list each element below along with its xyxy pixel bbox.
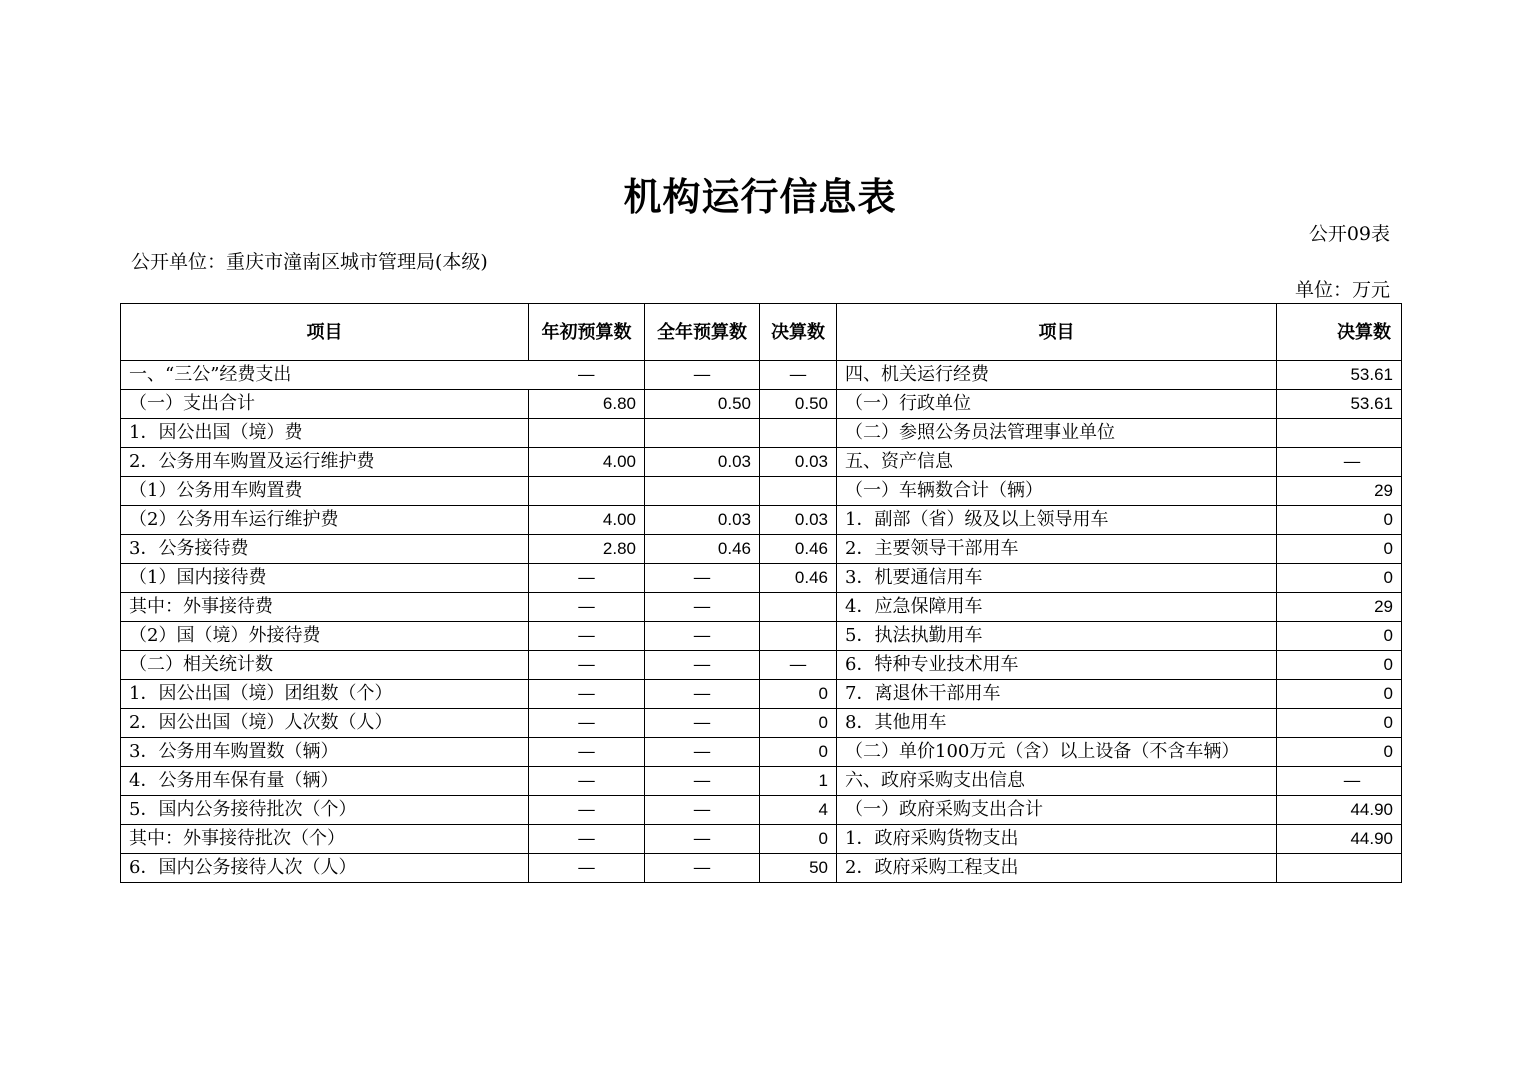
row-budget-full: —	[645, 651, 760, 680]
row-budget-initial: 4.00	[529, 506, 645, 535]
info-table	[120, 303, 1402, 883]
table-row	[121, 390, 1402, 419]
table-row	[121, 709, 1402, 738]
row-item-label: 3．公务接待费	[121, 535, 529, 564]
header-budget-full: 全年预算数	[645, 304, 760, 361]
row-final-2: 53.61	[1277, 390, 1402, 419]
row-budget-initial: —	[529, 854, 645, 883]
row-item-label-2: 3．机要通信用车	[837, 564, 1277, 593]
row-budget-full: —	[645, 738, 760, 767]
row-final-2: —	[1277, 767, 1402, 796]
row-item-label-2: 5．执法执勤用车	[837, 622, 1277, 651]
row-item-label-2: 四、机关运行经费	[837, 361, 1277, 390]
row-budget-initial	[529, 477, 645, 506]
row-budget-initial: —	[529, 680, 645, 709]
row-budget-full: —	[645, 361, 760, 390]
table-row	[121, 680, 1402, 709]
row-final-2: 0	[1277, 506, 1402, 535]
row-budget-initial: —	[529, 738, 645, 767]
table-row	[121, 477, 1402, 506]
row-final: 0	[760, 738, 837, 767]
row-item-label: 4．公务用车保有量（辆）	[121, 767, 529, 796]
row-final: 0.03	[760, 506, 837, 535]
row-item-label: 2．因公出国（境）人次数（人）	[121, 709, 529, 738]
row-final: 1	[760, 767, 837, 796]
row-budget-full	[645, 477, 760, 506]
row-item-label-2: （一）车辆数合计（辆）	[837, 477, 1277, 506]
row-final: 4	[760, 796, 837, 825]
row-final: 0	[760, 825, 837, 854]
row-budget-initial: 4.00	[529, 448, 645, 477]
row-final-2: 44.90	[1277, 796, 1402, 825]
row-budget-initial: —	[529, 361, 645, 390]
row-item-label: （1）国内接待费	[121, 564, 529, 593]
table-row	[121, 767, 1402, 796]
row-item-label-2: （一）行政单位	[837, 390, 1277, 419]
row-budget-initial: —	[529, 622, 645, 651]
row-final-2: 0	[1277, 709, 1402, 738]
row-budget-initial: —	[529, 651, 645, 680]
row-item-label-2: 六、政府采购支出信息	[837, 767, 1277, 796]
row-final: 50	[760, 854, 837, 883]
row-final	[760, 622, 837, 651]
row-final: 0.46	[760, 535, 837, 564]
row-item-label-2: （二）参照公务员法管理事业单位	[837, 419, 1277, 448]
reporting-unit: 公开单位：重庆市潼南区城市管理局(本级)	[131, 251, 488, 273]
row-final: 0.03	[760, 448, 837, 477]
row-budget-initial: —	[529, 564, 645, 593]
row-item-label: 2．公务用车购置及运行维护费	[121, 448, 529, 477]
row-final: 0	[760, 709, 837, 738]
row-item-label-2: 2．政府采购工程支出	[837, 854, 1277, 883]
row-budget-initial: —	[529, 593, 645, 622]
header-item-2: 项目	[837, 304, 1277, 361]
header-final-2: 决算数	[1277, 304, 1402, 361]
row-final-2: 53.61	[1277, 361, 1402, 390]
row-budget-initial: 6.80	[529, 390, 645, 419]
row-final	[760, 419, 837, 448]
row-final: 0.46	[760, 564, 837, 593]
row-budget-full	[645, 419, 760, 448]
row-final-2: 29	[1277, 477, 1402, 506]
row-item-label: （2）国（境）外接待费	[121, 622, 529, 651]
table-row	[121, 361, 1402, 390]
row-item-label: 6．国内公务接待人次（人）	[121, 854, 529, 883]
row-final-2: 44.90	[1277, 825, 1402, 854]
row-item-label: 一、“三公”经费支出	[121, 361, 529, 390]
row-item-label-2: 1．副部（省）级及以上领导用车	[837, 506, 1277, 535]
row-item-label-2: 2．主要领导干部用车	[837, 535, 1277, 564]
header-final: 决算数	[760, 304, 837, 361]
table-row	[121, 419, 1402, 448]
table-row	[121, 593, 1402, 622]
table-header-row	[121, 304, 1402, 361]
row-item-label: （2）公务用车运行维护费	[121, 506, 529, 535]
row-budget-full: —	[645, 709, 760, 738]
row-budget-full: —	[645, 854, 760, 883]
header-item: 项目	[121, 304, 529, 361]
row-budget-full: —	[645, 825, 760, 854]
row-final-2: —	[1277, 448, 1402, 477]
row-item-label-2: 6．特种专业技术用车	[837, 651, 1277, 680]
row-item-label: 1．因公出国（境）费	[121, 419, 529, 448]
row-item-label-2: （二）单价100万元（含）以上设备（不含车辆）	[837, 738, 1277, 767]
currency-unit: 单位：万元	[1294, 279, 1390, 301]
row-budget-initial: —	[529, 796, 645, 825]
table-row	[121, 825, 1402, 854]
row-item-label: 其中：外事接待批次（个）	[121, 825, 529, 854]
row-budget-initial: —	[529, 825, 645, 854]
row-item-label: 3．公务用车购置数（辆）	[121, 738, 529, 767]
row-final: 0	[760, 680, 837, 709]
row-item-label-2: 五、资产信息	[837, 448, 1277, 477]
row-budget-initial	[529, 419, 645, 448]
row-item-label: （二）相关统计数	[121, 651, 529, 680]
row-budget-full: 0.50	[645, 390, 760, 419]
table-body	[121, 361, 1402, 883]
row-item-label: 1．因公出国（境）团组数（个）	[121, 680, 529, 709]
row-budget-full: —	[645, 622, 760, 651]
row-final: —	[760, 361, 837, 390]
table-row	[121, 738, 1402, 767]
row-budget-full: —	[645, 796, 760, 825]
row-final-2: 0	[1277, 680, 1402, 709]
row-final-2: 29	[1277, 593, 1402, 622]
row-budget-full: 0.03	[645, 448, 760, 477]
row-item-label-2: 8．其他用车	[837, 709, 1277, 738]
row-budget-full: 0.03	[645, 506, 760, 535]
row-budget-full: —	[645, 593, 760, 622]
row-final-2	[1277, 854, 1402, 883]
table-row	[121, 506, 1402, 535]
row-item-label: （一）支出合计	[121, 390, 529, 419]
row-budget-initial: —	[529, 709, 645, 738]
row-final-2: 0	[1277, 651, 1402, 680]
row-item-label: （1）公务用车购置费	[121, 477, 529, 506]
table-row	[121, 448, 1402, 477]
row-budget-full: —	[645, 767, 760, 796]
row-final: 0.50	[760, 390, 837, 419]
row-final-2	[1277, 419, 1402, 448]
row-final-2: 0	[1277, 535, 1402, 564]
row-budget-initial: 2.80	[529, 535, 645, 564]
table-row	[121, 564, 1402, 593]
row-budget-full: —	[645, 564, 760, 593]
row-final	[760, 593, 837, 622]
row-budget-full: —	[645, 680, 760, 709]
header-budget-initial: 年初预算数	[529, 304, 645, 361]
row-item-label: 其中：外事接待费	[121, 593, 529, 622]
row-final: —	[760, 651, 837, 680]
row-item-label-2: 4．应急保障用车	[837, 593, 1277, 622]
table-row	[121, 622, 1402, 651]
row-final-2: 0	[1277, 738, 1402, 767]
row-item-label-2: 1．政府采购货物支出	[837, 825, 1277, 854]
row-item-label: 5．国内公务接待批次（个）	[121, 796, 529, 825]
form-number: 公开09表	[1308, 223, 1390, 245]
row-final-2: 0	[1277, 564, 1402, 593]
table-row	[121, 651, 1402, 680]
table-row	[121, 796, 1402, 825]
table-row	[121, 535, 1402, 564]
row-item-label-2: 7．离退休干部用车	[837, 680, 1277, 709]
row-final	[760, 477, 837, 506]
row-budget-full: 0.46	[645, 535, 760, 564]
row-item-label-2: （一）政府采购支出合计	[837, 796, 1277, 825]
table-row	[121, 854, 1402, 883]
row-budget-initial: —	[529, 767, 645, 796]
page-title: 机构运行信息表	[623, 175, 897, 219]
row-final-2: 0	[1277, 622, 1402, 651]
